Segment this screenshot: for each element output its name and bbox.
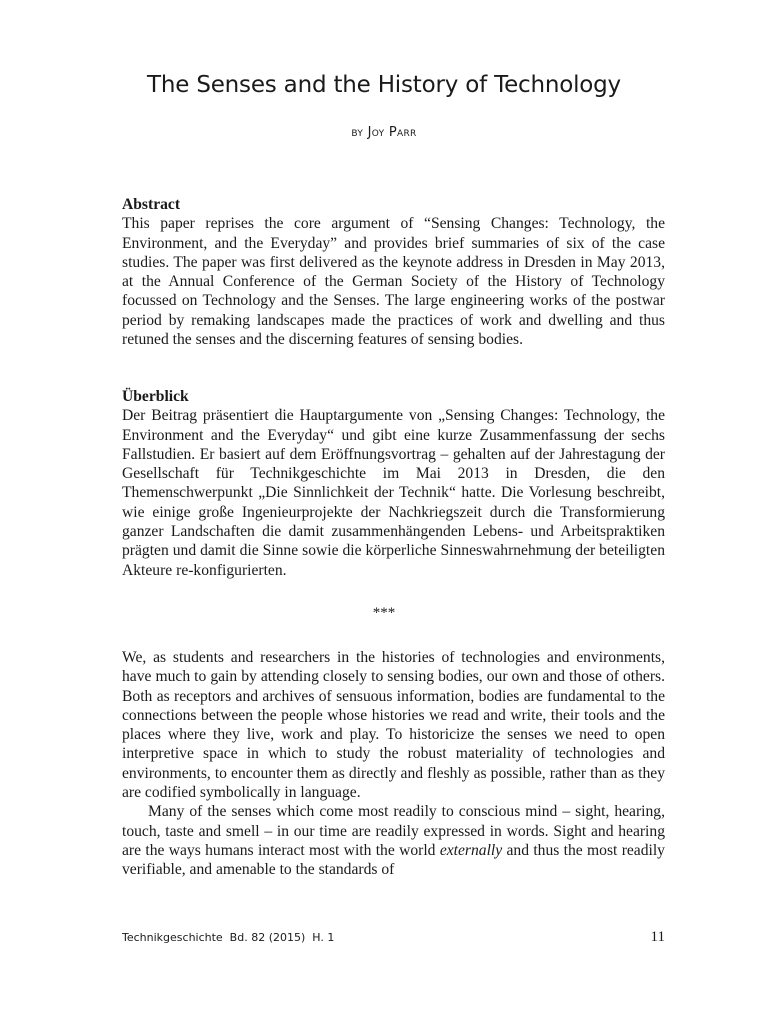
- paper-title: The Senses and the History of Technology: [147, 72, 621, 98]
- section-separator: ***: [372, 605, 396, 621]
- journal-citation: Technikgeschichte Bd. 82 (2015) H. 1: [122, 931, 335, 944]
- paragraph-2-end: and thus the most readily verifiable, and amenable to the standards of: [122, 841, 665, 879]
- body-paragraph-1: We, as students and researchers in the histories of technologies and environments, have much to gain by attending closely to sensing bodies, our own and those of others. Both as receptors and archives of sensuous information, bodies are fundamental to the connections between the people whose histories we read and write, their tools and the places where they live, work and play. To historicize the senses we need to open interpretive space in which to study the robust materiality of technologies and environments, to encounter them as directly and fleshly as possible, rather than as they are codified symbolically in language.: [122, 649, 665, 802]
- body-paragraph-2: [122, 802, 665, 879]
- abstract-section: [122, 195, 665, 349]
- ueberblick-heading: Überblick: [122, 388, 189, 405]
- ueberblick-section: [122, 387, 665, 580]
- paragraph-2-italic: externally: [439, 841, 503, 859]
- ueberblick-text: Der Beitrag präsentiert die Hauptargumente von „Sensing Changes: Technology, the Environment and the Everyday“ und gibt eine kurze Zusammenfassung der sechs Fallstudien. Er basiert auf dem Eröffnungsvortrag – gehalten auf der Jahrestagung der Gesellschaft für Technikgeschichte im Mai 2013 in Dresden, die den Themenschwerpunkt „Die Sinnlichkeit der Technik“ hatte. Die Vorlesung beschreibt, wie einige große Ingenieurprojekte der Nachkriegszeit durch die Transformierung ganzer Landschaften die damit zusammenhängenden Lebens- und Arbeitspraktiken prägten und damit die Sinne sowie die körperliche Sinneswahrnehmung der beteiligten Akteure re-konfigurierten.: [122, 407, 665, 579]
- abstract-heading: Abstract: [122, 196, 181, 213]
- abstract-text: This paper reprises the core argument of “Sensing Changes: Technology, the Environment, and the Everyday” and provides brief summaries of six of the case studies. The paper was first delivered as the keynote address in Dresden in May 2013, at the Annual Conference of the German Society of the History of Technology focussed on Technology and the Senses. The large engineering works of the postwar period by remaking landscapes made the practices of work and dwelling and thus retuned the senses and the discerning features of sensing bodies.: [122, 215, 665, 349]
- main-text: [122, 648, 665, 880]
- page-number: 11: [650, 929, 665, 945]
- paragraph-2-start: Many of the senses which come most readily to conscious mind – sight, hearing, touch, taste and smell – in our time are readily expressed in words. Sight and hearing are the ways humans interact most with the world: [122, 803, 665, 859]
- author-byline: by Joy Parr: [351, 125, 417, 140]
